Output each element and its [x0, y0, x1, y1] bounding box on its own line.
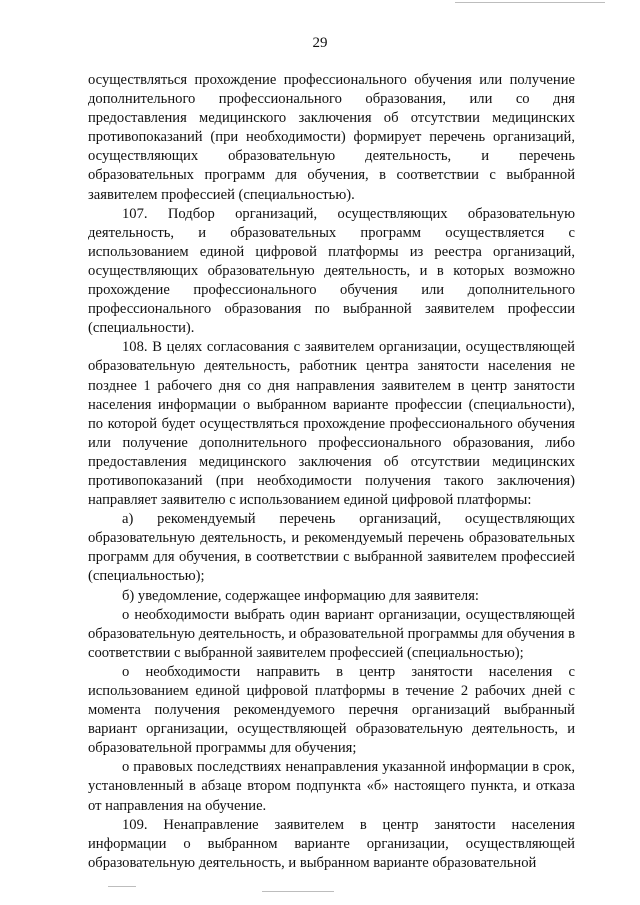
subitem-a: а) рекомендуемый перечень организаций, осуществляющих образовательную деятельность, и рекомендуемый перечень образовательных программ для обучения, в соответствии с выбранной заявителем профессией (специальностью);	[88, 511, 575, 585]
scan-artifact-top	[455, 2, 605, 3]
paragraph-109: 109. Ненаправление заявителем в центр занятости населения информации о выбранном варианте организации, осуществляющей образовательную деятельность, и выбранном варианте образовательной	[88, 816, 575, 871]
bullet-legal-consequences: о правовых последствиях ненаправления указанной информации в срок, установленный в абзаце втором подпункта «б» настоящего пункта, и отказа от направления на обучение.	[88, 759, 575, 814]
scan-artifact-bottom-left	[108, 886, 136, 887]
paragraph-continuation: осуществляться прохождение профессионального обучения или получение дополнительного профессионального образования, или со дня предоставления медицинского заключения об отсутствии медицинских противопоказаний (при необходимости) формирует перечень организаций, осуществляющих образовательную деятельность, и перечень образовательных программ для обучения, в соответствии с выбранной заявителем профессией (специальностью).	[88, 72, 575, 203]
scan-artifact-bottom-center	[262, 891, 334, 892]
subitem-b: б) уведомление, содержащее информацию для заявителя:	[122, 587, 479, 604]
bullet-send-choice: о необходимости направить в центр занятости населения с использованием единой цифровой платформы в течение 2 рабочих дней с момента получения рекомендуемого перечня организаций выбранный вариант организации, осуществляющей образовательную деятельность, и образовательной программы для обучения;	[88, 663, 575, 757]
paragraph-107: 107. Подбор организаций, осуществляющих образовательную деятельность, и образовательных программ осуществляется с использованием единой цифровой платформы из реестра организаций, осуществляющих образовательную деятельность, и в которых возможно прохождение профессионального обучения или дополнительного профессионального образования по выбранной заявителем профессии (специальности).	[88, 205, 575, 337]
document-body	[88, 71, 575, 873]
page-number: 29	[312, 35, 328, 51]
paragraph-108: 108. В целях согласования с заявителем организации, осуществляющей образовательную деятельность, работник центра занятости населения не позднее 1 рабочего дня со дня направления заявителем в центр занятости населения информации о выбранном варианте профессии (специальности), по которой будет осуществляться прохождение профессионального обучения или получение дополнительного профессионального образования, либо предоставления медицинского заключения об отсутствии медицинских противопоказаний (при необходимости получения такого заключения) направляет заявителю с использованием единой цифровой платформы:	[88, 339, 575, 509]
bullet-choose-option: о необходимости выбрать один вариант организации, осуществляющей образовательную деятельность, и образовательной программы для обучения в соответствии с выбранной заявителем профессией (специальностью);	[88, 606, 575, 661]
